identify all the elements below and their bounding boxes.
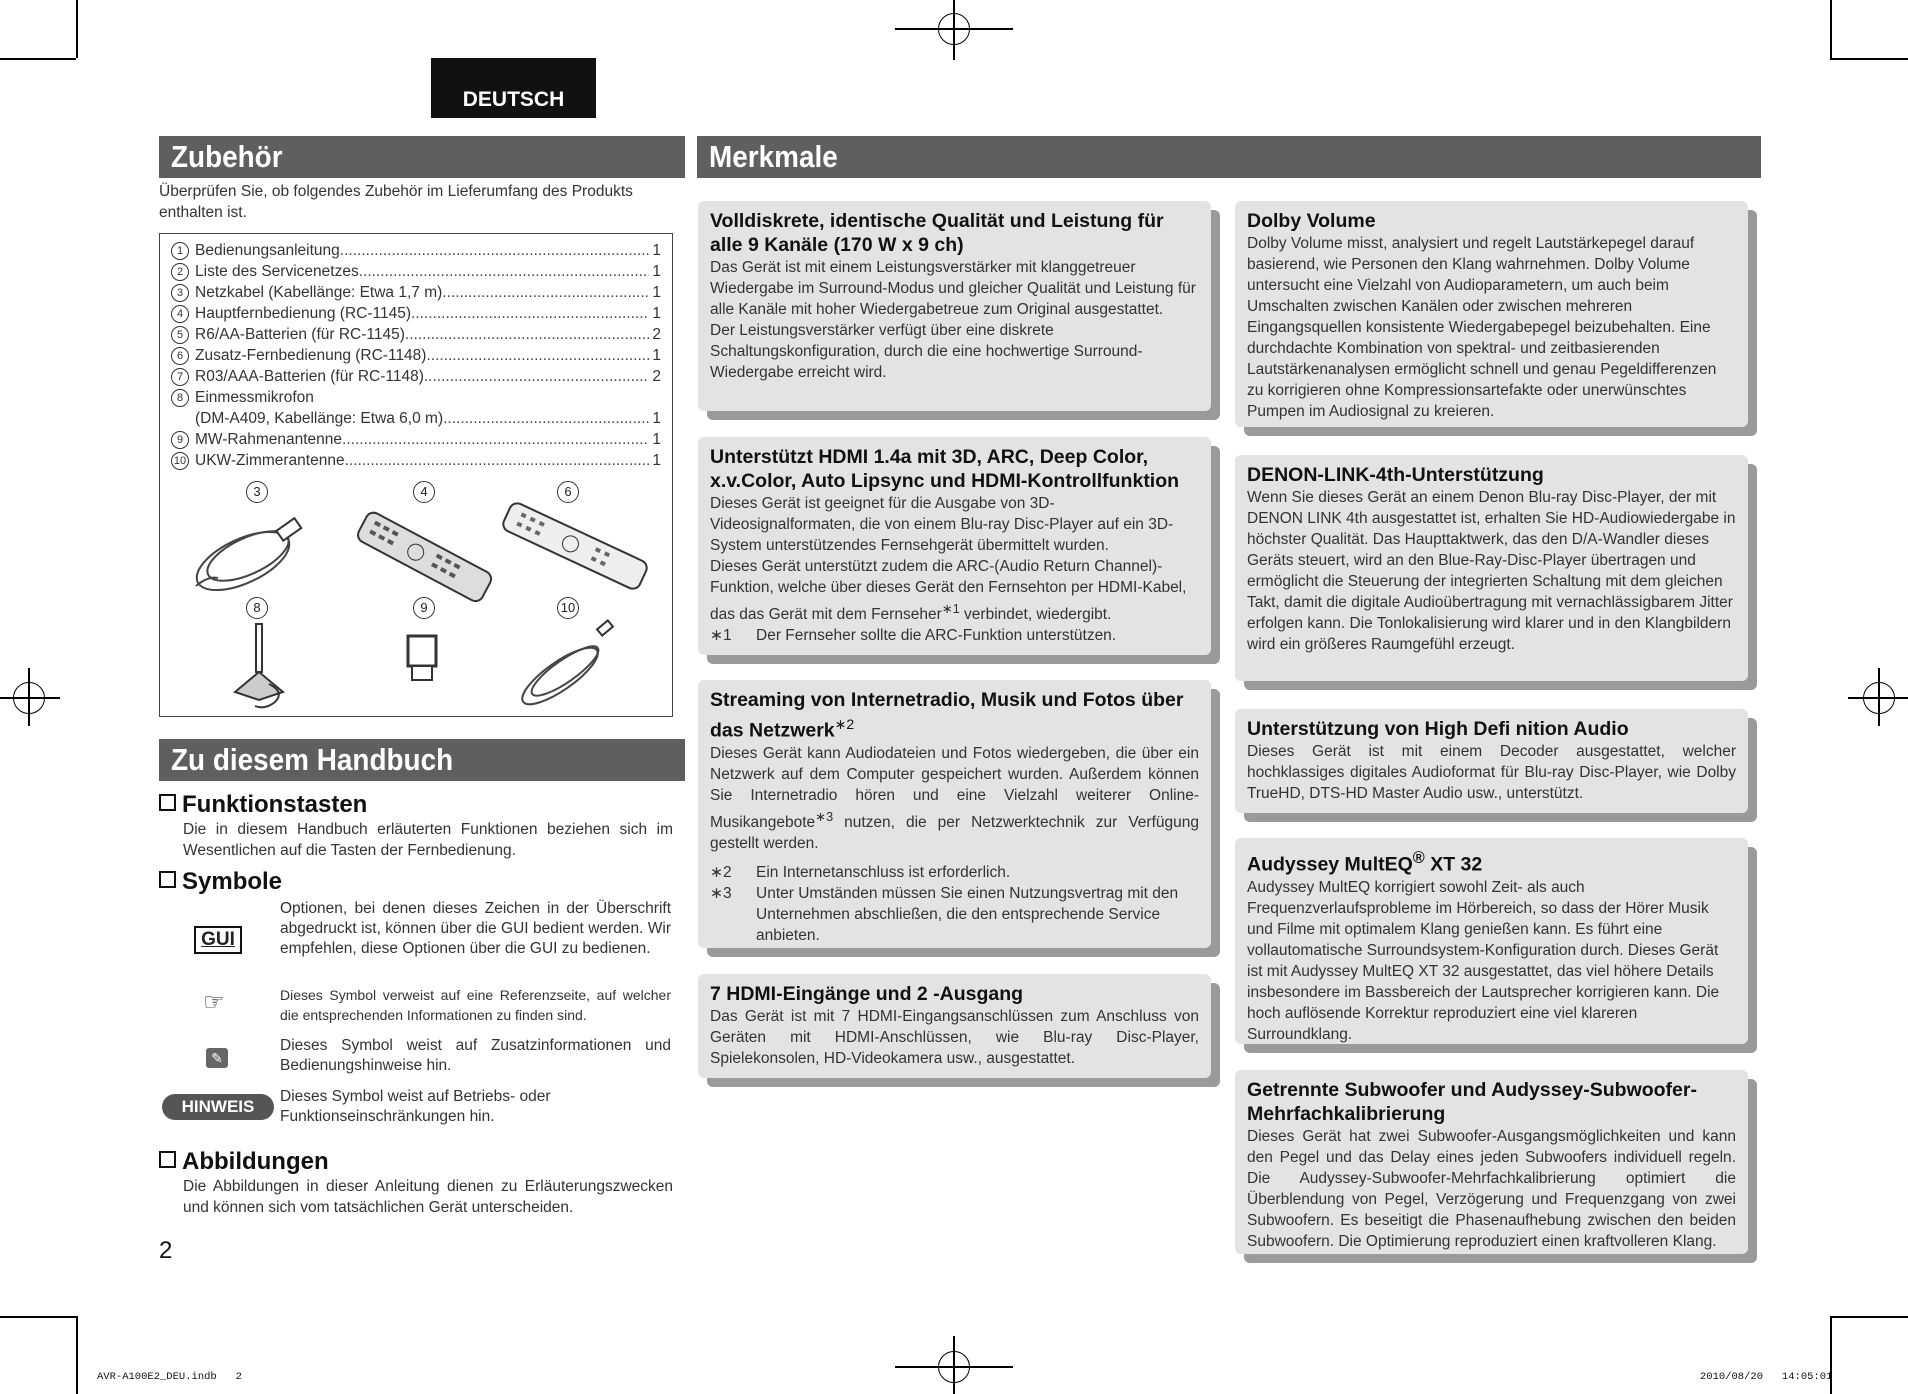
feature-text: Das Gerät ist mit 7 HDMI-Eingangsanschlüssen zum Anschluss von Geräten mit HDMI-Anschlüssen, wie Blu-ray Disc-Player, Spielekonsolen, HD-Videokamera usw., ausgestattet.: [710, 1008, 1199, 1067]
feature-title: Unterstützt HDMI 1.4a mit 3D, ARC, Deep Color, x.v.Color, Auto Lipsync und HDMI-Kontrollfunktion: [710, 446, 1180, 492]
feature-text: Audyssey MultEQ korrigiert sowohl Zeit- als auch Frequenzverlaufsprobleme im Hörbereich, so dass der Hörer Musik und Filme mit optimalem Klang genießen kann. Es führt eine vollautomatische Surroundsystem-Konfiguration durch. Dieses Gerät ist mit Audyssey MultEQ XT 32 ausgestattet, das viel höhere Details insbesondere im Bassbereich der Lautsprecher korrigieren kann. Die hoch auflösende Korrektur reproduziert eine viel klareren Surroundklang.: [1247, 878, 1720, 1043]
item-label: (DM-A409, Kabellänge: Etwa 6,0 m): [195, 410, 444, 427]
item-quantity: 2: [652, 368, 661, 385]
figure-label: 4: [413, 481, 435, 503]
feature-title: Volldiskrete, identische Qualität und Leistung für alle 9 Kanäle (170 W x 9 ch): [710, 210, 1164, 256]
figure-label: 3: [246, 481, 268, 503]
accessory-item: [171, 240, 661, 261]
am-loop-antenna-illustration: [396, 626, 446, 686]
item-quantity: 2: [652, 326, 661, 343]
abbildungen-heading: Abbildungen: [159, 1148, 673, 1176]
figure-label: 9: [413, 597, 435, 619]
funktionstasten-text: Die in diesem Handbuch erläuterten Funktionen beziehen sich im Wesentlichen auf die Tasten der Fernbedienung.: [183, 821, 673, 859]
feature-card: [698, 974, 1211, 1078]
item-number: 6: [171, 347, 189, 365]
feature-card: [1235, 838, 1748, 1044]
item-number: 9: [171, 431, 189, 449]
feature-card: [698, 437, 1211, 655]
footer-date: 2010/08/20 14:05:01: [1700, 1371, 1833, 1383]
accessory-item: [171, 261, 661, 282]
figure-label: 10: [557, 597, 579, 619]
item-number: 8: [171, 389, 189, 407]
reference-hand-icon: ☞: [203, 989, 225, 1016]
section-header-merkmale: Merkmale: [697, 136, 1761, 178]
accessory-item: [171, 345, 661, 366]
item-number: 1: [171, 242, 189, 260]
note-pencil-icon: ✎: [206, 1048, 228, 1068]
item-number: 3: [171, 284, 189, 302]
item-label: Zusatz-Fernbedienung (RC-1148): [195, 347, 427, 364]
item-quantity: 1: [652, 452, 661, 469]
funktionstasten-heading: Funktionstasten: [159, 791, 673, 819]
footer-file-info: AVR-A100E2_DEU.indb 2: [97, 1371, 242, 1383]
footnote: ∗2 Ein Internetanschluss ist erforderlich.: [710, 863, 1011, 881]
feature-title: Unterstützung von High Defi nition Audio: [1247, 718, 1629, 740]
symbol-text-note: Dieses Symbol weist auf Zusatzinformationen und Bedienungshinweise hin.: [280, 1037, 671, 1074]
symbol-text-reference: Dieses Symbol verweist auf eine Referenzseite, auf welcher die entsprechenden Informationen zu finden sind.: [280, 987, 671, 1023]
power-cord-illustration: [188, 506, 318, 606]
feature-text: Dieses Gerät unterstützt zudem die ARC-(Audio Return Channel)-Funktion, welche über dieses Gerät den Fernsehton per HDMI-Kabel, das das Gerät mit dem Fernseher$^{∗1}$ verbindet, wiedergibt.: [710, 558, 1187, 624]
item-label: Liste des Servicenetzes: [195, 263, 359, 280]
item-quantity: 1: [652, 263, 661, 280]
feature-title: Audyssey MultEQ® XT 32: [1247, 849, 1483, 876]
accessory-box: [159, 233, 673, 717]
feature-card: [698, 680, 1211, 948]
accessory-item: [171, 408, 661, 429]
fm-antenna-illustration: [510, 616, 630, 716]
item-label: Netzkabel (Kabellänge: Etwa 1,7 m): [195, 284, 443, 301]
accessory-item: [171, 387, 661, 408]
accessory-item: [171, 450, 661, 471]
item-quantity: 1: [652, 305, 661, 322]
accessory-item: [171, 429, 661, 450]
item-number: 4: [171, 305, 189, 323]
feature-text: Der Leistungsverstärker verfügt über eine diskrete Schaltungskonfiguration, durch die eine hochwertige Surround-Wiedergabe erreicht wird.: [710, 322, 1143, 381]
footnote: ∗3 Unter Umständen müssen Sie einen Nutzungsvertrag mit den Unternehmen abschließen, die den entsprechende Service anbieten.: [710, 884, 1179, 944]
item-quantity: 1: [652, 347, 661, 364]
item-quantity: 1: [652, 410, 661, 427]
accessory-list: [171, 240, 661, 471]
feature-text: Dieses Gerät ist geeignet für die Ausgabe von 3D-Videosignalformaten, die von einem Blu-ray Disc-Player auf ein 3D-System unterstützendes Fernsehgerät übermittelt wurden.: [710, 495, 1174, 554]
accessory-item: [171, 324, 661, 345]
feature-title: DENON-LINK-4th-Unterstützung: [1247, 464, 1544, 486]
gui-icon: GUI: [194, 926, 242, 954]
hinweis-badge-icon: HINWEIS: [162, 1094, 274, 1120]
page-number: 2: [159, 1237, 173, 1264]
item-number: 7: [171, 368, 189, 386]
feature-text: Wenn Sie dieses Gerät an einem Denon Blu-ray Disc-Player, der mit DENON LINK 4th ausgestattet ist, erhalten Sie HD-Audiowiedergabe in höchster Qualität. Das Haupttaktwerk, das den D/A-Wandler dieses Geräts steuert, wird an den Blue-Ray-Disc-Player übertragen und ermöglicht die Steuerung der integrierten Schaltung mit dem gleichen Takt, damit die digitale Audioübertragung mit vernachlässigbarem Jitter erfolgen kann. Die Tonlokalisierung wird klarer und in den Klangbildern wird ein größeres Raumgefühl erzeugt.: [1247, 489, 1736, 653]
item-label: UKW-Zimmerantenne: [195, 452, 345, 469]
abbildungen-text: Die Abbildungen in dieser Anleitung dienen zu Erläuterungszwecken und können sich vom tatsächlichen Gerät unterscheiden.: [183, 1178, 673, 1216]
feature-text: Dolby Volume misst, analysiert und regelt Lautstärkepegel darauf basierend, wie Personen den Klang wahrnehmen. Dolby Volume untersucht eine Vielzahl von Audioparametern, um auch beim Umschalten zwischen Kanälen oder zwischen mehreren Eingangsquellen konsistente Wiedergabepegel beizubehalten. Eine durchdachte Kombination von spektral- und zeitbasierenden Lautstärkenanalysen ermöglicht schnell und genau Pegeldifferenzen zu korrigieren ohne Kompressionsartefakte oder unerwünschtes Pumpen im Audiosignal zu kreieren.: [1247, 235, 1717, 420]
item-number: 2: [171, 263, 189, 281]
feature-title: Streaming von Internetradio, Musik und Fotos über das Netzwerk$^{∗2}$: [710, 689, 1184, 742]
feature-text: Dieses Gerät ist mit einem Decoder ausgestattet, welcher hochklassiges digitales Audioformat für Blu-ray Disc-Player, wie Dolby TrueHD, DTS-HD Master Audio usw., unterstützt.: [1247, 743, 1736, 802]
symbol-text-hinweis: Dieses Symbol weist auf Betriebs- oder Funktionseinschränkungen hin.: [280, 1088, 551, 1125]
feature-text: Dieses Gerät hat zwei Subwoofer-Ausgangsmöglichkeiten und kann den Pegel und das Delay eines jeden Subwoofers individuell regeln. Die Audyssey-Subwoofer-Mehrfachkalibrierung optimiert die Überblendung von Pegel, Verzögerung und Frequenzgang von zwei Subwoofern. Es beseitigt die Phasenaufhebung zwischen den beiden Subwoofern. Die Optimierung reproduziert einen kraftvolleren Klang.: [1247, 1128, 1736, 1250]
feature-title: Getrennte Subwoofer und Audyssey-Subwoofer-Mehrfachkalibrierung: [1247, 1079, 1697, 1125]
symbole-heading: Symbole: [159, 868, 673, 896]
item-label: R6/AA-Batterien (für RC-1145): [195, 326, 405, 343]
feature-title: Dolby Volume: [1247, 210, 1376, 232]
language-tab: DEUTSCH: [431, 58, 596, 118]
main-remote-illustration: [350, 506, 500, 606]
microphone-illustration: [225, 622, 295, 712]
figure-label: 8: [246, 597, 268, 619]
item-label: MW-Rahmenantenne: [195, 431, 343, 448]
feature-card: [1235, 201, 1748, 427]
feature-card: [1235, 1070, 1748, 1254]
funktionstasten-section: [159, 791, 673, 861]
accessory-item: [171, 366, 661, 387]
feature-text: Dieses Gerät kann Audiodateien und Fotos wiedergeben, die über ein Netzwerk auf dem Computer gespeichert wurden. Außerdem können Sie Internetradio hören und eine Vielzahl weiterer Online-Musikangebote$^{∗3}$ nutzen, die per Netzwerktechnik zur Verfügung gestellt werden.: [710, 744, 1199, 852]
sub-remote-illustration: [495, 496, 655, 596]
item-quantity: 1: [652, 431, 661, 448]
feature-title: 7 HDMI-Eingänge und 2 -Ausgang: [710, 983, 1024, 1005]
abbildungen-section: [159, 1148, 673, 1218]
symbol-text-gui: Optionen, bei denen dieses Zeichen in der Überschrift abgedruckt ist, können über die GUI bedient werden. Wir empfehlen, diese Optionen über die GUI zu bedienen.: [280, 900, 671, 957]
accessory-item: [171, 282, 661, 303]
item-quantity: 1: [652, 284, 661, 301]
item-label: Einmessmikrofon: [195, 389, 314, 406]
feature-card: [1235, 455, 1748, 681]
item-label: Hauptfernbedienung (RC-1145): [195, 305, 411, 322]
footnote: ∗1 Der Fernseher sollte die ARC-Funktion unterstützen.: [710, 627, 1117, 645]
section-header-handbuch: Zu diesem Handbuch: [159, 739, 685, 781]
feature-card: [1235, 709, 1748, 813]
item-number: 10: [171, 452, 189, 470]
accessory-item: [171, 303, 661, 324]
section-header-zubehoer: Zubehör: [159, 136, 685, 178]
item-label: Bedienungsanleitung: [195, 242, 340, 259]
zubehoer-intro: Überprüfen Sie, ob folgendes Zubehör im Lieferumfang des Produkts enthalten ist.: [159, 183, 633, 221]
item-label: R03/AAA-Batterien (für RC-1148): [195, 368, 424, 385]
item-quantity: 1: [652, 242, 661, 259]
feature-card: [698, 201, 1211, 411]
figure-label: 6: [557, 481, 579, 503]
feature-text: Das Gerät ist mit einem Leistungsverstärker mit klanggetreuer Wiedergabe im Surround-Modus und gleicher Qualität und Leistung für alle Kanäle mit hoher Wiedergabetreue zum Original ausgestattet.: [710, 259, 1196, 318]
item-number: 5: [171, 326, 189, 344]
